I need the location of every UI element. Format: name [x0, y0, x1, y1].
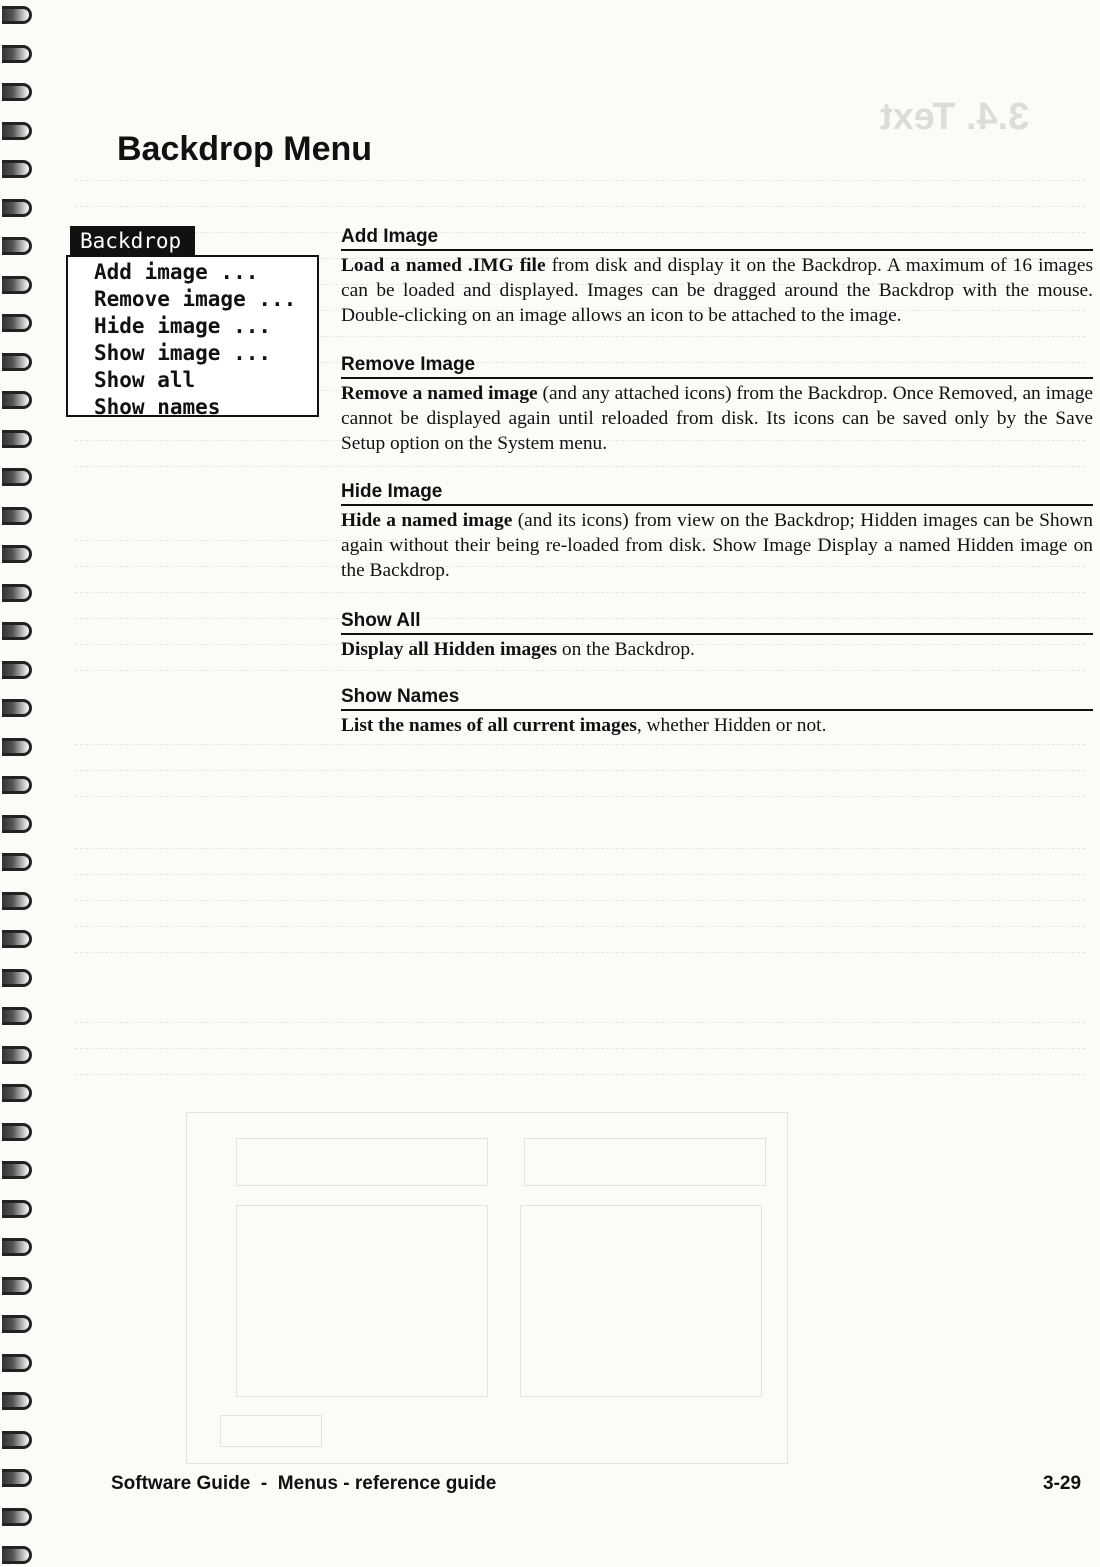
binding-ring — [2, 122, 32, 140]
binding-ring — [2, 6, 32, 24]
binding-ring — [2, 314, 32, 332]
section-text: (and any attached icons) from the Backdrop. Once Removed, an image cannot be displayed again until reloaded from disk. Its icons can be saved only by the Save Setup option on the System menu. — [341, 383, 1093, 454]
page-title: Backdrop Menu — [117, 130, 373, 168]
binding-ring — [2, 1084, 32, 1102]
binding-ring — [2, 545, 32, 563]
binding-ring — [2, 892, 32, 910]
section-text: from disk and display it on the Backdrop. A maximum of 16 images can be loaded and displayed. Images can be dragged around the Backdrop with the mouse. Double-clicking on an image allows an icon to be attached to the image. — [341, 255, 1093, 326]
bleed-through-panel — [524, 1138, 766, 1186]
bleed-through-line — [75, 670, 1085, 681]
section-description — [341, 381, 1093, 456]
menu-item-hide-image[interactable]: Hide image ... — [94, 314, 272, 338]
binding-ring — [2, 83, 32, 101]
menu-item-show-all[interactable]: Show all — [94, 368, 196, 392]
bleed-through-heading: 3.4. Text — [880, 96, 1030, 138]
section-show-all — [341, 610, 1093, 662]
binding-ring — [2, 1431, 32, 1449]
binding-ring — [2, 969, 32, 987]
section-lead: Hide a named image — [341, 510, 513, 531]
section-description — [341, 713, 1093, 738]
binding-ring — [2, 353, 32, 371]
bleed-through-line — [75, 926, 1085, 937]
binding-ring — [2, 930, 32, 948]
binding-ring — [2, 661, 32, 679]
section-title: Hide Image — [341, 481, 1093, 506]
binding-ring — [2, 276, 32, 294]
footer-title: Software Guide - Menus - reference guide — [111, 1473, 497, 1494]
section-description — [341, 253, 1093, 328]
binding-ring — [2, 199, 32, 217]
binding-ring — [2, 1046, 32, 1064]
binding-ring — [2, 160, 32, 178]
bleed-through-list — [236, 1205, 488, 1397]
binding-ring — [2, 1392, 32, 1410]
bleed-through-line — [75, 900, 1085, 911]
bleed-through-line — [75, 848, 1085, 859]
binding-ring — [2, 1007, 32, 1025]
binding-ring — [2, 1508, 32, 1526]
binding-ring — [2, 738, 32, 756]
section-description — [341, 508, 1093, 583]
bleed-through-line — [75, 1022, 1085, 1033]
section-text: , whether Hidden or not. — [636, 715, 827, 736]
section-add-image — [341, 226, 1093, 328]
binding-ring — [2, 237, 32, 255]
bleed-through-line — [75, 744, 1085, 755]
bleed-through-line — [75, 1048, 1085, 1059]
section-lead: Remove a named image — [341, 383, 538, 404]
page-number: 3-29 — [1043, 1473, 1082, 1494]
binding-ring — [2, 507, 32, 525]
binding-ring — [2, 468, 32, 486]
bleed-through-line — [75, 874, 1085, 885]
bleed-through-list — [520, 1205, 762, 1397]
binding-ring — [2, 853, 32, 871]
bleed-through-line — [75, 206, 1085, 217]
menu-item-remove-image[interactable]: Remove image ... — [94, 287, 297, 311]
section-text: on the Backdrop. — [557, 639, 695, 660]
section-title: Add Image — [341, 226, 1093, 251]
menu-item-show-image[interactable]: Show image ... — [94, 341, 272, 365]
section-title: Show Names — [341, 686, 1093, 711]
section-lead: Display all Hidden images — [341, 639, 558, 660]
menu-item-add-image[interactable]: Add image ... — [94, 260, 259, 284]
backdrop-menu-dropdown — [66, 255, 319, 417]
spiral-binding — [0, 0, 40, 1567]
binding-ring — [2, 699, 32, 717]
binding-ring — [2, 1277, 32, 1295]
binding-ring — [2, 1200, 32, 1218]
bleed-through-panel — [236, 1138, 488, 1186]
binding-ring — [2, 430, 32, 448]
bleed-through-line — [75, 592, 1085, 603]
binding-ring — [2, 1238, 32, 1256]
section-hide-image — [341, 481, 1093, 583]
binding-ring — [2, 1123, 32, 1141]
binding-ring — [2, 1354, 32, 1372]
bleed-through-line — [75, 952, 1085, 963]
section-remove-image — [341, 354, 1093, 456]
binding-ring — [2, 622, 32, 640]
section-lead: Load a named .IMG file — [341, 255, 546, 276]
menu-item-show-names[interactable]: Show names — [94, 395, 221, 419]
bleed-through-button — [220, 1415, 322, 1447]
section-lead: List the names of all current images — [341, 715, 637, 736]
binding-ring — [2, 584, 32, 602]
section-title: Remove Image — [341, 354, 1093, 379]
binding-ring — [2, 815, 32, 833]
section-show-names — [341, 686, 1093, 738]
binding-ring — [2, 391, 32, 409]
binding-ring — [2, 1469, 32, 1487]
bleed-through-line — [75, 796, 1085, 807]
section-description — [341, 637, 1093, 662]
bleed-through-line — [75, 770, 1085, 781]
section-text: (and its icons) from view on the Backdrop; Hidden images can be Shown again without their being re-loaded from disk. Show Image Display a named Hidden image on the Backdrop. — [341, 510, 1093, 581]
section-title: Show All — [341, 610, 1093, 635]
binding-ring — [2, 45, 32, 63]
bleed-through-line — [75, 466, 1085, 477]
binding-ring — [2, 1315, 32, 1333]
binding-ring — [2, 776, 32, 794]
binding-ring — [2, 1161, 32, 1179]
bleed-through-line — [75, 180, 1085, 191]
backdrop-menu-title[interactable]: Backdrop — [70, 226, 195, 256]
bleed-through-line — [75, 1074, 1085, 1085]
binding-ring — [2, 1546, 32, 1564]
